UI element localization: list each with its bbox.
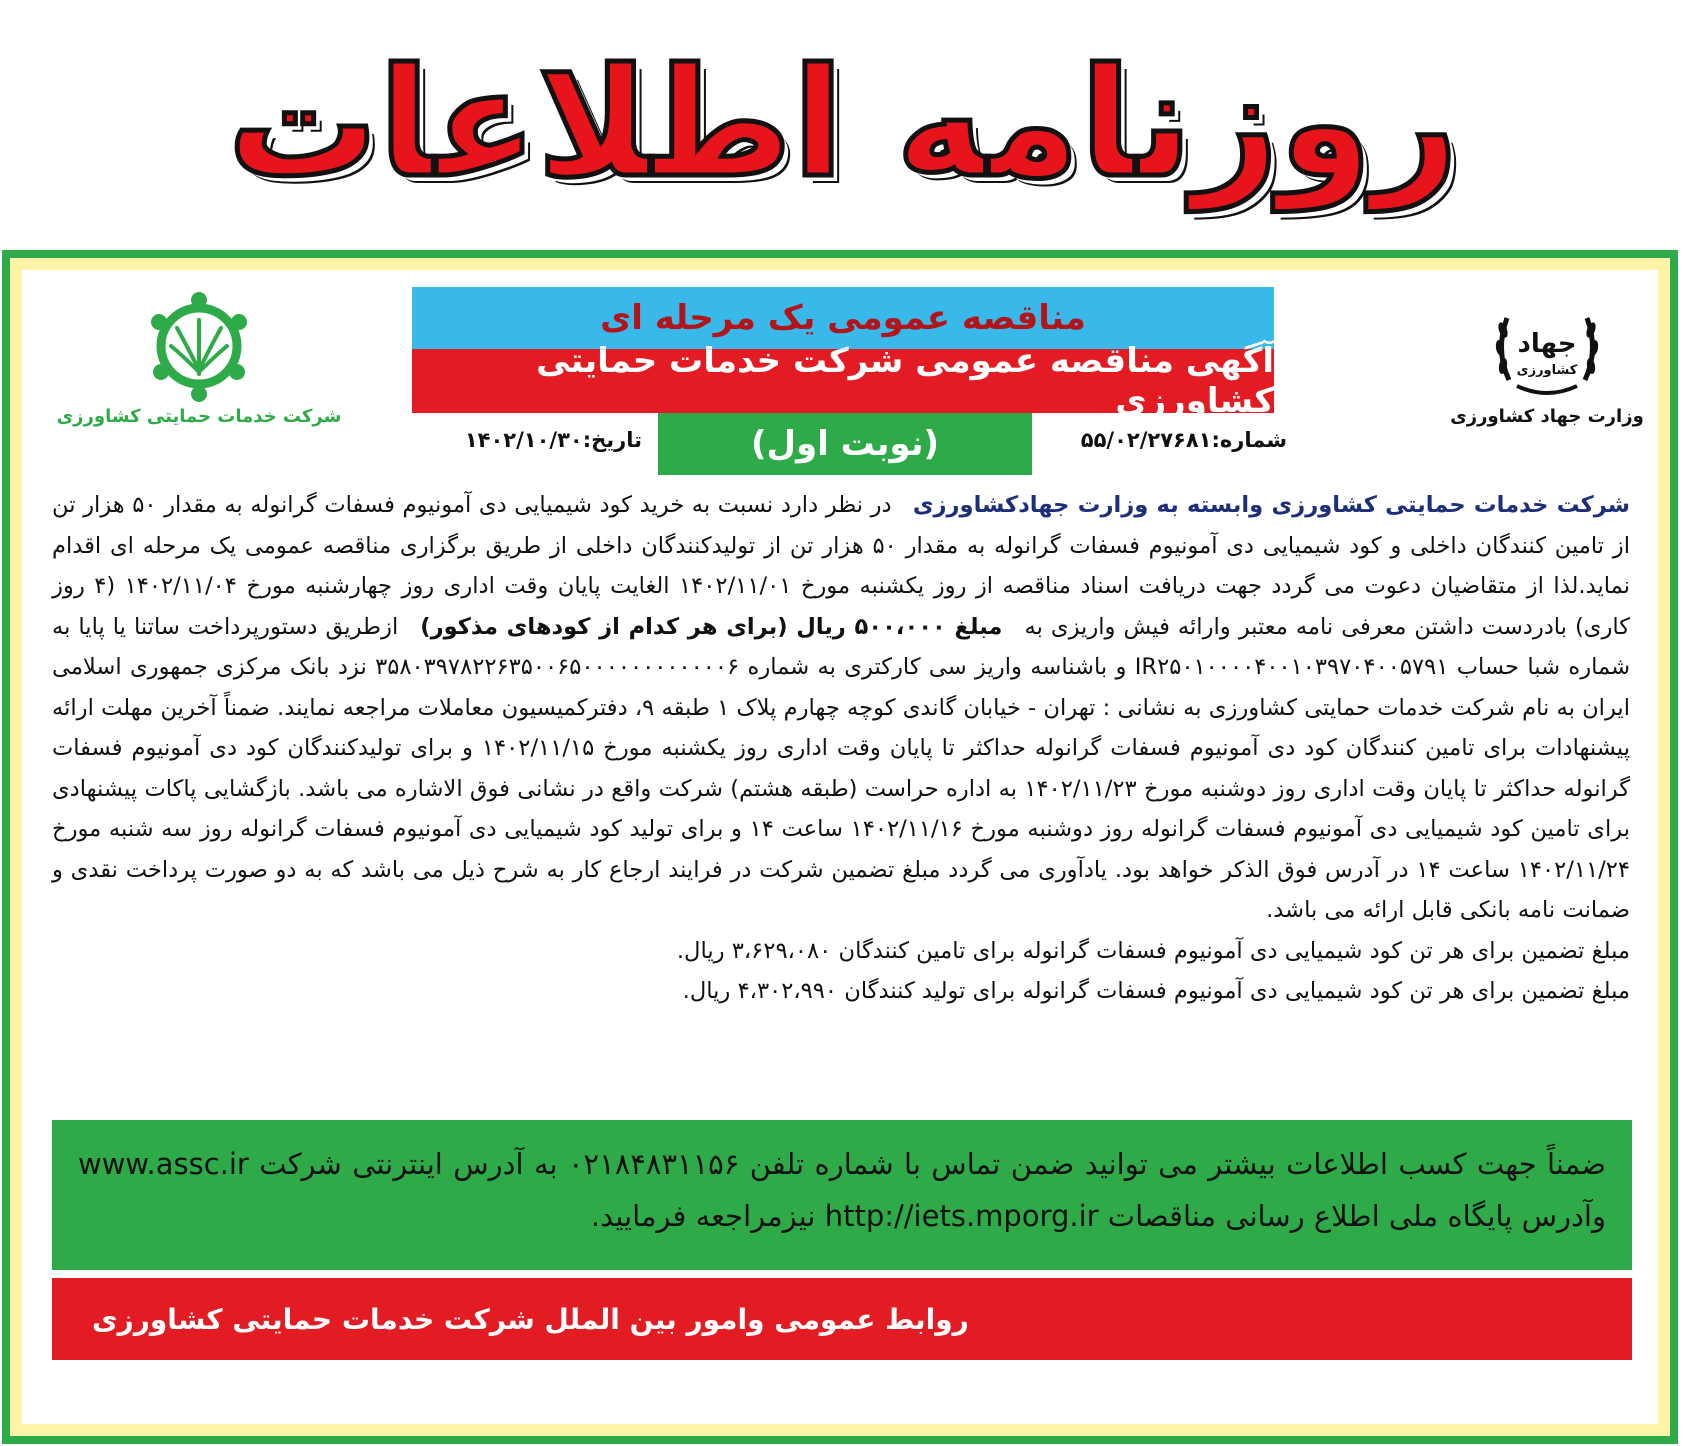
contact-box xyxy=(52,1120,1632,1270)
paragraph-part-1: در نظر دارد نسبت به خرید کود شیمیایی دی آمونیوم فسفات گرانوله به مقدار ۵۰ هزار تن از تامین کنندگان داخلی و کود شیمیایی دی آمونیوم فسفات گرانوله به مقدار ۵۰ هزار تن از تولیدکنندگان داخلی از طریق برگزاری مناقصه عمومی یک مرحله ای اقدام نماید.لذا از متقاضیان دعوت می گردد جهت دریافت اسناد مناقصه از روز یکشنبه مورخ ۱۴۰۲/۱۱/۰۱ الغایت پایان وقت اداری روز چهارشنبه مورخ ۱۴۰۲/۱۱/۰۴ (۴ روز کاری) بادردست داشتن معرفی نامه معتبر وارائه فیش واریزی به xyxy=(52,492,1631,640)
company-logo-caption: شرکت خدمات حمایتی کشاورزی xyxy=(56,406,342,427)
advertisement-frame xyxy=(2,250,1678,1444)
signature-text: روابط عمومی وامور بین الملل شرکت خدمات حمایتی کشاورزی xyxy=(92,1302,969,1336)
date-label: تاریخ: xyxy=(582,428,642,452)
signature-bar xyxy=(52,1278,1632,1360)
advertisement-body xyxy=(22,270,1658,1424)
newspaper-title: روزنامه اطلاعات xyxy=(227,37,1459,211)
emblem-word: جهاد xyxy=(1517,329,1577,359)
contact-text: ضمناً جهت کسب اطلاعات بیشتر می توانید ضمن تماس با شماره تلفن ۰۲۱۸۴۸۳۱۱۵۶ به آدرس اینترنتی شرکت www.assc.ir وآدرس پایگاه ملی اطلاع رسانی مناقصات http://iets.mporg.ir نیزمراجعه فرمایید. xyxy=(78,1147,1607,1233)
guarantee-producers: مبلغ تضمین برای هر تن کود شیمیایی دی آمونیوم فسفات گرانوله برای تولید کنندگان ۴،۳۰۲،۹۹۰ ریال. xyxy=(682,978,1630,1004)
reference-number-label: شماره: xyxy=(1211,428,1287,452)
round-banner xyxy=(658,413,1032,475)
ministry-logo xyxy=(1447,290,1647,440)
reference-number-value: ۵۵/۰۲/۲۷۶۸۱ xyxy=(1080,428,1212,452)
guarantee-suppliers: مبلغ تضمین برای هر تن کود شیمیایی دی آمونیوم فسفات گرانوله برای تامین کنندگان ۳،۶۲۹،۰۸۰ ریال. xyxy=(676,937,1630,964)
paragraph-part-2: ازطریق دستورپرداخت ساتنا یا پایا به شماره شبا حساب IR۲۵۰۱۰۰۰۰۴۰۰۱۰۳۹۷۰۴۰۰۵۷۹۱ و باشناسه واریز سی کارکتری به شماره ۳۵۸۰۳۹۷۸۲۲۶۳۵۰۰۶۵۰۰۰۰۰۰۰۰۰۰۰۰۶ نزد بانک مرکزی جمهوری اسلامی ایران به نام شرکت خدمات حمایتی کشاورزی به نشانی : تهران - خیابان گاندی کوچه چهارم پلاک ۱ طبقه ۹، دفترکمیسیون معاملات مراجعه نمایند. ضمناً آخرین مهلت ارائه پیشنهادات برای تامین کنندگان کود دی آمونیوم فسفات گرانوله حداکثر تا پایان وقت اداری روز یکشنبه مورخ ۱۴۰۲/۱۱/۱۵ و برای تولیدکنندگان کود دی آمونیوم فسفات گرانوله حداکثر تا پایان وقت اداری روز دوشنبه مورخ ۱۴۰۲/۱۱/۲۳ به اداره حراست (طبقه هشتم) شرکت واقع در نشانی فوق الاشاره می باشد. بازگشایی پاکات پیشنهادی برای تامین کود شیمیایی دی آمونیوم فسفات گرانوله روز دوشنبه مورخ ۱۴۰۲/۱۱/۱۶ ساعت ۱۴ و برای تولید کود شیمیایی دی آمونیوم فسفات گرانوله روز سه شنبه مورخ ۱۴۰۲/۱۱/۲۴ ساعت ۱۴ در آدرس فوق الذکر خواهد بود. یادآوری می گردد مبلغ تضمین شرکت در فرایند ارجاع کار به شرح ذیل می باشد که به دو صورت پرداخت نقدی و ضمانت نامه بانکی قابل ارائه می باشد. xyxy=(52,613,1631,923)
emblem-subword: کشاورزی xyxy=(1516,363,1578,378)
announcement-banner xyxy=(412,341,1274,421)
reference-number xyxy=(1067,420,1287,460)
wheat-circle-icon xyxy=(139,290,259,402)
announcement-date xyxy=(417,420,642,460)
date-value: ۱۴۰۲/۱۰/۳۰ xyxy=(464,428,583,452)
company-logo xyxy=(56,290,342,440)
masthead xyxy=(0,0,1686,248)
main-paragraph xyxy=(52,485,1630,931)
announcement-text xyxy=(52,485,1630,1105)
round-label: (نوبت اول) xyxy=(750,424,940,464)
announcement-title: آگهی مناقصه عمومی شرکت خدمات حمایتی کشاورزی xyxy=(536,341,1274,421)
tender-type-banner xyxy=(412,287,1274,349)
ministry-emblem-icon xyxy=(1487,290,1607,402)
lead-phrase: شرکت خدمات حمایتی کشاورزی وابسته به وزارت جهادکشاورزی xyxy=(912,492,1631,518)
fee-amount: مبلغ ۵۰۰،۰۰۰ ریال (برای هر کدام از کودهای مذکور) xyxy=(420,613,1003,640)
ministry-logo-caption: وزارت جهاد کشاورزی xyxy=(1450,406,1644,427)
tender-type-title: مناقصه عمومی یک مرحله ای xyxy=(600,298,1086,338)
